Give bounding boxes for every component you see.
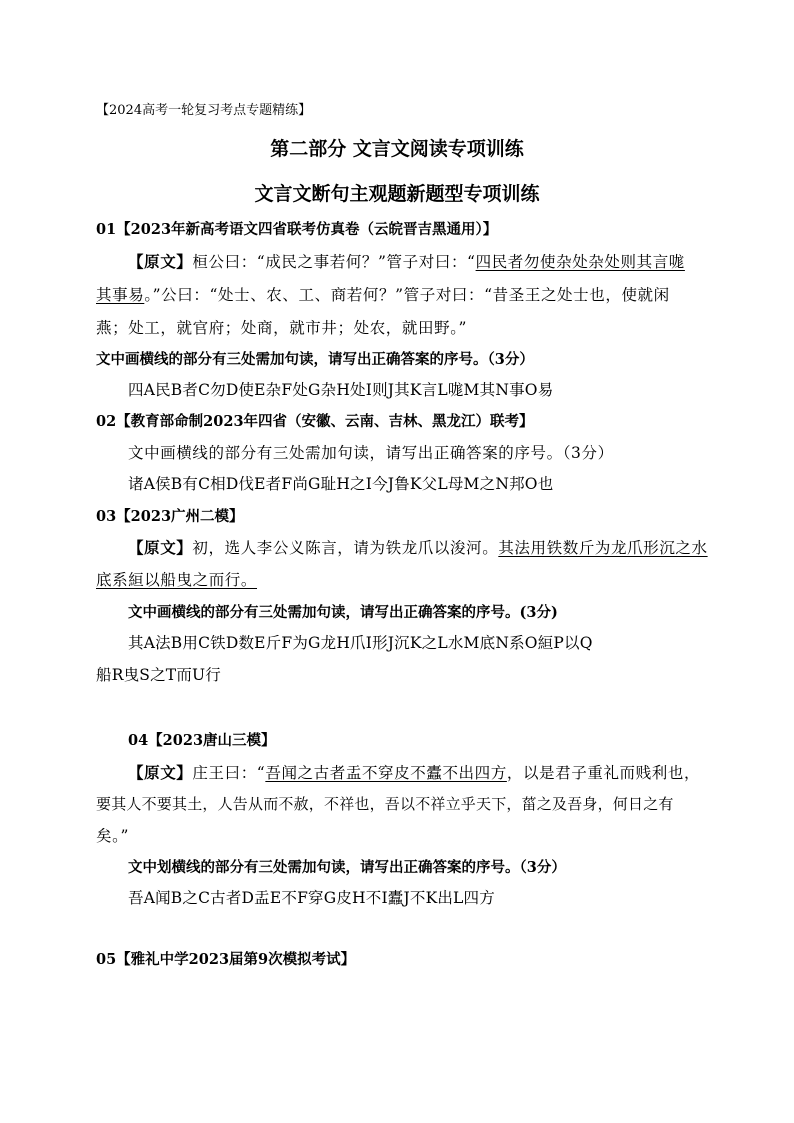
q3-underlined-text: 其法用铁数斤为龙爪形沉之水 (498, 539, 708, 557)
q1-underlined-text: 四民者勿使杂处杂处则其言哤 (475, 253, 685, 271)
q1-passage-line-2 (96, 283, 670, 305)
sub-title: 文言文断句主观题新题型专项训练 (254, 183, 540, 205)
q1-instruction: 文中画横线的部分有三处需加句读，请写出正确答案的序号。（3分） (96, 351, 534, 368)
q3-passage-line-1 (128, 536, 708, 558)
q1-text: 桓公曰：“成民之事若何？”管子对曰：“ (192, 253, 476, 271)
header-tag: 【2024高考一轮复习考点专题精练】 (96, 103, 312, 118)
q2-instruction: 文中画横线的部分有三处需加句读，请写出正确答案的序号。（3分） (128, 444, 614, 462)
q2-heading: 02【教育部命制2023年四省（安徽、云南、吉林、黑龙江）联考】 (96, 413, 534, 430)
q3-heading: 03【2023广州二模】 (96, 508, 244, 525)
q1-original-label: 【原文】 (128, 252, 193, 271)
q4-text: 庄王曰：“ (192, 764, 266, 782)
q3-underlined-text-cont: 底系絙以船曳之而行。 (96, 571, 258, 589)
q1-underlined-text-cont: 其事易 (96, 286, 145, 304)
q2-sequence: 诸A侯B有C相D伐E者F尚G耻H之I今J鲁K父L母M之N邦O也 (128, 475, 554, 493)
q3-original-label: 【原文】 (128, 538, 193, 557)
q3-sequence-line-2: 船R曳S之T而U行 (96, 666, 221, 684)
q3-sequence-line-1: 其A法B用C铁D数E斤F为G龙H爪I形J沉K之L水M底N系O絙P以Q (128, 634, 593, 652)
q4-instruction: 文中划横线的部分有三处需加句读，请写出正确答案的序号。（3分） (128, 859, 566, 876)
q4-passage-line-3: 矣。” (96, 827, 129, 845)
q4-heading: 04【2023唐山三模】 (128, 732, 276, 749)
q3-passage-line-2 (96, 568, 257, 590)
q1-text-cont: 。”公曰：“处士、农、工、商若何？”管子对曰：“昔圣王之处士也，使就闲 (144, 286, 670, 304)
main-title: 第二部分 文言文阅读专项训练 (270, 138, 524, 160)
q3-instruction: 文中画横线的部分有三处需加句读，请写出正确答案的序号。(3分) (128, 604, 558, 621)
q1-passage-line-1 (128, 250, 685, 272)
q4-sequence: 吾A闻B之C古者D盂E不F穿G皮H不I蠹J不K出L四方 (128, 889, 495, 907)
q4-original-label: 【原文】 (128, 763, 193, 782)
q1-heading: 01【2023年新高考语文四省联考仿真卷（云皖晋吉黑通用）】 (96, 221, 498, 238)
q4-underlined-text: 吾闻之古者盂不穿皮不蠹不出四方 (265, 764, 507, 782)
q4-passage-line-2: 要其人不要其土，人告从而不赦，不祥也，吾以不祥立乎天下，菑之及吾身，何日之有 (96, 795, 674, 813)
q1-passage-line-3: 燕；处工，就官府；处商，就市井；处农，就田野。” (96, 319, 468, 337)
q3-text: 初，选人李公义陈言，请为铁龙爪以浚河。 (192, 539, 499, 557)
q4-text-cont: ，以是君子重礼而贱利也， (506, 764, 701, 782)
q5-heading: 05【雅礼中学2023届第9次模拟考试】 (96, 951, 356, 968)
q1-sequence: 四A民B者C勿D使E杂F处G杂H处I则J其K言L哤M其N事O易 (128, 381, 554, 399)
q4-passage-line-1 (128, 761, 700, 783)
